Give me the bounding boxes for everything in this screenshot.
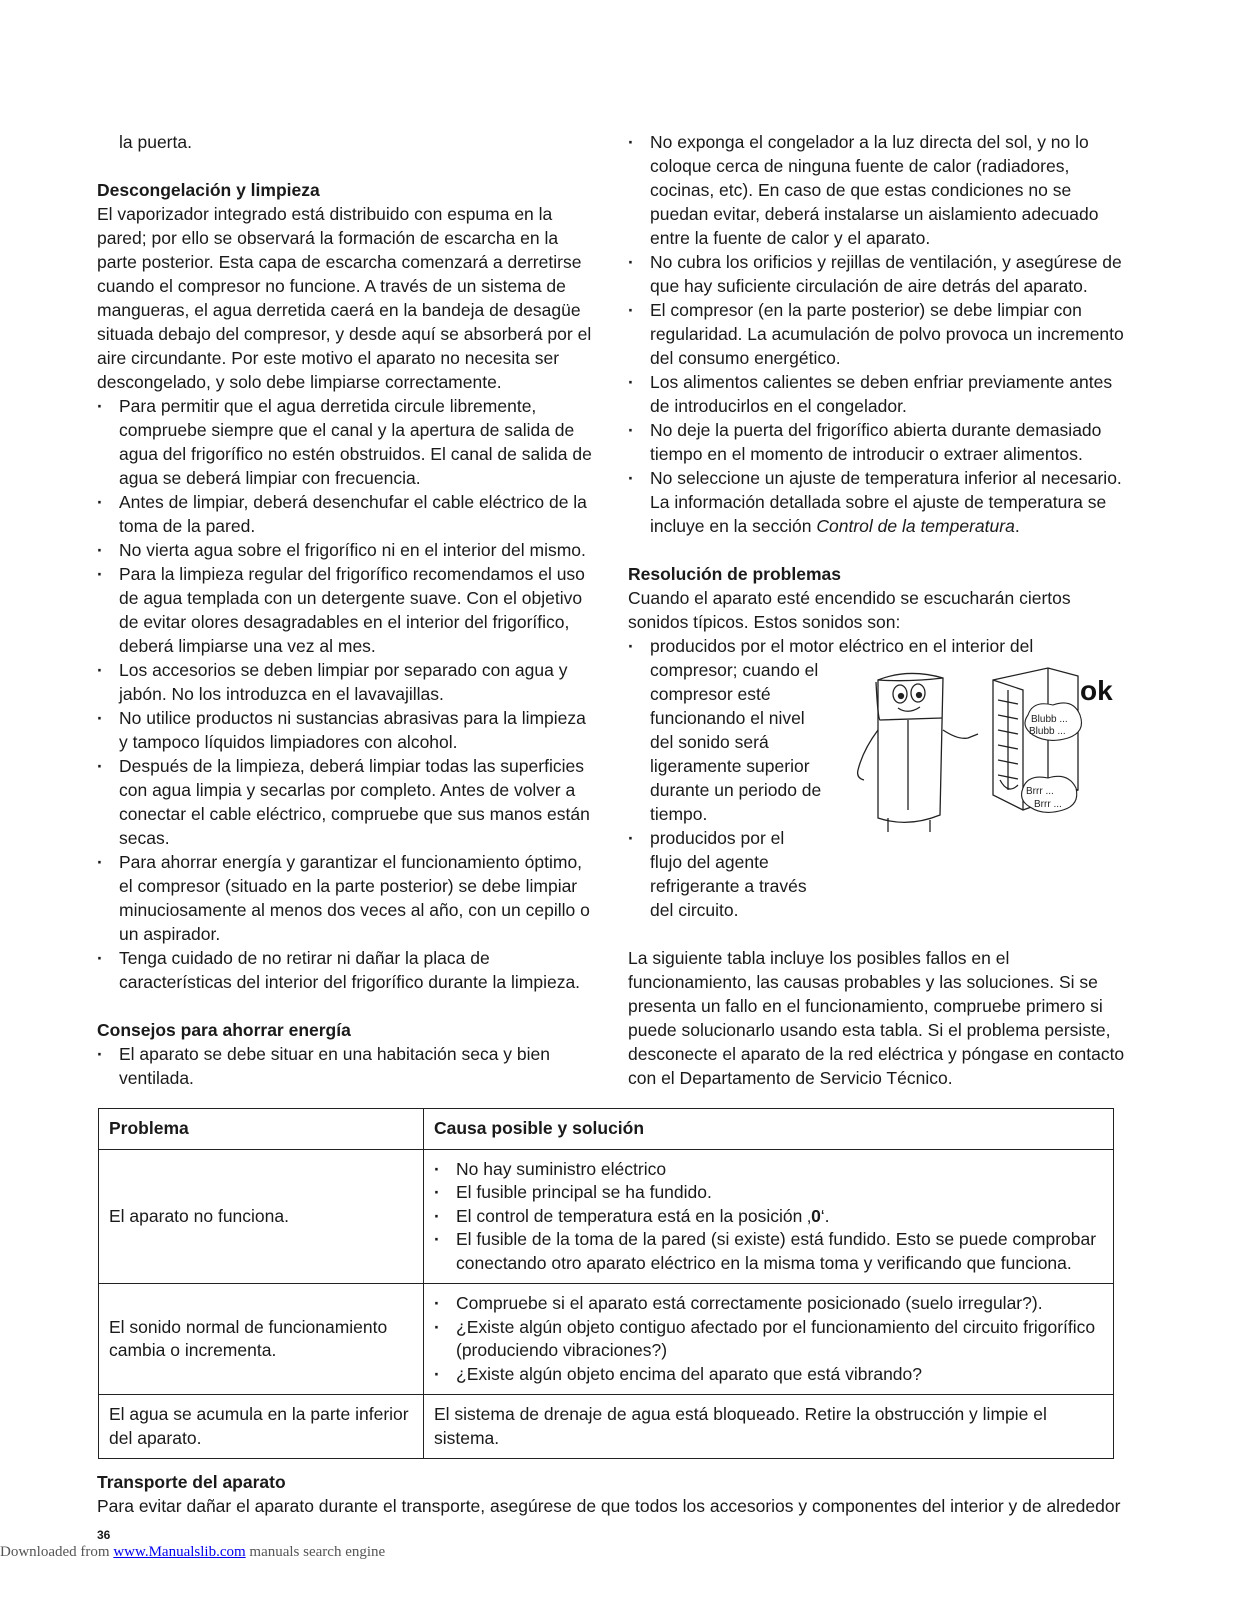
list-item: · No vierta agua sobre el frigorífico ni en el interior del mismo. xyxy=(97,538,597,562)
manualslib-link[interactable]: www.Manualslib.com xyxy=(113,1544,246,1560)
list-item: · El fusible principal se ha fundido. xyxy=(434,1181,1103,1205)
table-row xyxy=(99,1149,1114,1284)
position-value: 0 xyxy=(811,1205,821,1226)
ok-label: ok xyxy=(1080,675,1113,706)
sounds-list xyxy=(628,634,1128,658)
list-item: · producidos por el flujo del agente refrigerante a través del circuito. xyxy=(628,826,810,922)
cause-cell xyxy=(424,1284,1114,1395)
defrost-list xyxy=(97,394,597,994)
problem-cell: El aparato no funciona. xyxy=(99,1149,424,1284)
right-column xyxy=(628,130,1128,1090)
problem-cell: El agua se acumula en la parte inferior del aparato. xyxy=(99,1395,424,1459)
list-item: · Para ahorrar energía y garantizar el funcionamiento óptimo, el compresor (situado en la parte posterior) se debe limpiar minuciosamente al menos dos veces al año, con un cepillo o un aspirador. xyxy=(97,850,597,946)
defrost-paragraph: El vaporizador integrado está distribuido con espuma en la pared; por ello se observará la formación de escarcha en la parte posterior. Esta capa de escarcha comenzará a derretirse cuando el compresor no funcione. A través de un sistema de mangueras, el agua derretida caerá en la bandeja de desagüe situada debajo del compresor, y desde aquí se absorberá por el aire circundante. Por este motivo el aparato no necesita ser descongelado, y solo debe limpiarse correctamente. xyxy=(97,204,592,392)
list-item: · El aparato se debe situar en una habitación seca y bien ventilada. xyxy=(97,1042,597,1090)
cartoon-fridge-icon xyxy=(858,673,978,832)
list-item: · ¿Existe algún objeto contiguo afectado por el funcionamiento del circuito frigorífico (produciendo vibraciones?) xyxy=(434,1316,1103,1363)
list-item: · El fusible de la toma de la pared (si existe) está fundido. Esto se puede comprobar conectando otro aparato eléctrico en la misma toma y verificando que funciona. xyxy=(434,1228,1103,1275)
section-reference: Control de la temperatura xyxy=(816,516,1015,536)
sound-1-continued: compresor; cuando el compresor esté funcionando el nivel del sonido será ligeramente superior durante un periodo de tiempo. xyxy=(650,660,822,824)
problem-cell: El sonido normal de funcionamiento cambia o incrementa. xyxy=(99,1284,424,1395)
bubble-text: Brrr ... xyxy=(1026,786,1054,797)
table-header-row xyxy=(99,1109,1114,1150)
fridge-illustration xyxy=(848,660,1118,840)
cause-cell: El sistema de drenaje de agua está bloqueado. Retire la obstrucción y limpie el sistema. xyxy=(424,1395,1114,1459)
transport-paragraph: Para evitar dañar el aparato durante el transporte, asegúrese de que todos los accesorios y componentes del interior y de alrededor xyxy=(97,1496,1121,1516)
sounds-list-2 xyxy=(628,826,1128,922)
cause-list xyxy=(434,1292,1103,1386)
energy-list-left xyxy=(97,1042,597,1090)
continued-text: la puerta. xyxy=(119,132,192,152)
list-item: · Para la limpieza regular del frigorífico recomendamos el uso de agua templada con un detergente suave. Con el objetivo de evitar olores desagradables en el interior del frigorífico, deberá limpiarse una vez al mes. xyxy=(97,562,597,658)
heading-defrost: Descongelación y limpieza xyxy=(97,180,320,200)
list-item: · Compruebe si el aparato está correctamente posicionado (suelo irregular?). xyxy=(434,1292,1103,1316)
troubleshooting-intro: Cuando el aparato esté encendido se escucharán ciertos sonidos típicos. Estos sonidos son: xyxy=(628,588,1071,632)
column-header: Causa posible y solución xyxy=(424,1109,1114,1150)
list-item: · Los alimentos calientes se deben enfriar previamente antes de introducirlos en el congelador. xyxy=(628,370,1128,418)
column-header: Problema xyxy=(99,1109,424,1150)
list-item: · No utilice productos ni sustancias abrasivas para la limpieza y tampoco líquidos limpiadores con alcohol. xyxy=(97,706,597,754)
sounds-block xyxy=(628,634,1128,922)
download-footer xyxy=(0,1543,385,1561)
heading-transport: Transporte del aparato xyxy=(97,1472,286,1492)
heading-troubleshooting: Resolución de problemas xyxy=(628,564,841,584)
troubleshooting-table xyxy=(98,1108,1114,1459)
list-item: · Antes de limpiar, deberá desenchufar el cable eléctrico de la toma de la pared. xyxy=(97,490,597,538)
footer-suffix: manuals search engine xyxy=(245,1544,386,1560)
list-item xyxy=(434,1205,1103,1229)
left-column xyxy=(97,130,597,1090)
page-number: 36 xyxy=(97,1528,111,1542)
table-intro: La siguiente tabla incluye los posibles fallos en el funcionamiento, las causas probables y las soluciones. Si se presenta un fallo en el funcionamiento, compruebe primero si puede solucionarlo usando esta tabla. Si el problema persiste, desconecte el aparato de la red eléctrica y póngase en contacto con el Departamento de Servicio Técnico. xyxy=(628,948,1125,1088)
item-end: ‘. xyxy=(820,1205,830,1226)
transport-section xyxy=(97,1470,1127,1518)
bubble-text: Blubb ... xyxy=(1029,726,1066,737)
list-item: · Para permitir que el agua derretida circule libremente, compruebe siempre que el canal y la apertura de salida de agua del frigorífico no estén obstruidos. El canal de salida de agua se deberá limpiar con frecuencia. xyxy=(97,394,597,490)
list-item: · No deje la puerta del frigorífico abierta durante demasiado tiempo en el momento de introducir o extraer alimentos. xyxy=(628,418,1128,466)
table-row xyxy=(99,1284,1114,1395)
list-item: · producidos por el motor eléctrico en el interior del xyxy=(628,634,1128,658)
item-text: No seleccione un ajuste de temperatura inferior al necesario. La información detallada sobre el ajuste de temperatura se incluye en la sección xyxy=(650,468,1122,536)
table-row xyxy=(99,1395,1114,1459)
item-text: El control de temperatura está en la posición ‚ xyxy=(456,1205,812,1226)
list-item: · El compresor (en la parte posterior) se debe limpiar con regularidad. La acumulación de polvo provoca un incremento del consumo energético. xyxy=(628,298,1128,370)
list-item: · No hay suministro eléctrico xyxy=(434,1158,1103,1182)
list-item xyxy=(628,466,1128,538)
list-item: · No exponga el congelador a la luz directa del sol, y no lo coloque cerca de ninguna fuente de calor (radiadores, cocinas, etc). En caso de que estas condiciones no se puedan evitar, deberá instalarse un aislamiento adecuado entre la fuente de calor y el aparato. xyxy=(628,130,1128,250)
item-end: . xyxy=(1014,516,1020,536)
heading-energy: Consejos para ahorrar energía xyxy=(97,1020,351,1040)
cause-cell xyxy=(424,1149,1114,1284)
list-item: · Después de la limpieza, deberá limpiar todas las superficies con agua limpia y secarlas por completo. Antes de volver a conectar el cable eléctrico, compruebe que sus manos están secas. xyxy=(97,754,597,850)
list-item: · Los accesorios se deben limpiar por separado con agua y jabón. No los introduzca en el lavavajillas. xyxy=(97,658,597,706)
energy-list-right xyxy=(628,130,1128,538)
footer-prefix: Downloaded from xyxy=(0,1544,114,1560)
list-item: · ¿Existe algún objeto encima del aparato que está vibrando? xyxy=(434,1363,1103,1387)
bubble-text: Brrr ... xyxy=(1034,799,1062,810)
bubble-text: Blubb ... xyxy=(1031,714,1068,725)
cause-list xyxy=(434,1158,1103,1276)
list-item: · No cubra los orificios y rejillas de ventilación, y asegúrese de que hay suficiente circulación de aire detrás del aparato. xyxy=(628,250,1128,298)
list-item: · Tenga cuidado de no retirar ni dañar la placa de características del interior del frigorífico durante la limpieza. xyxy=(97,946,597,994)
